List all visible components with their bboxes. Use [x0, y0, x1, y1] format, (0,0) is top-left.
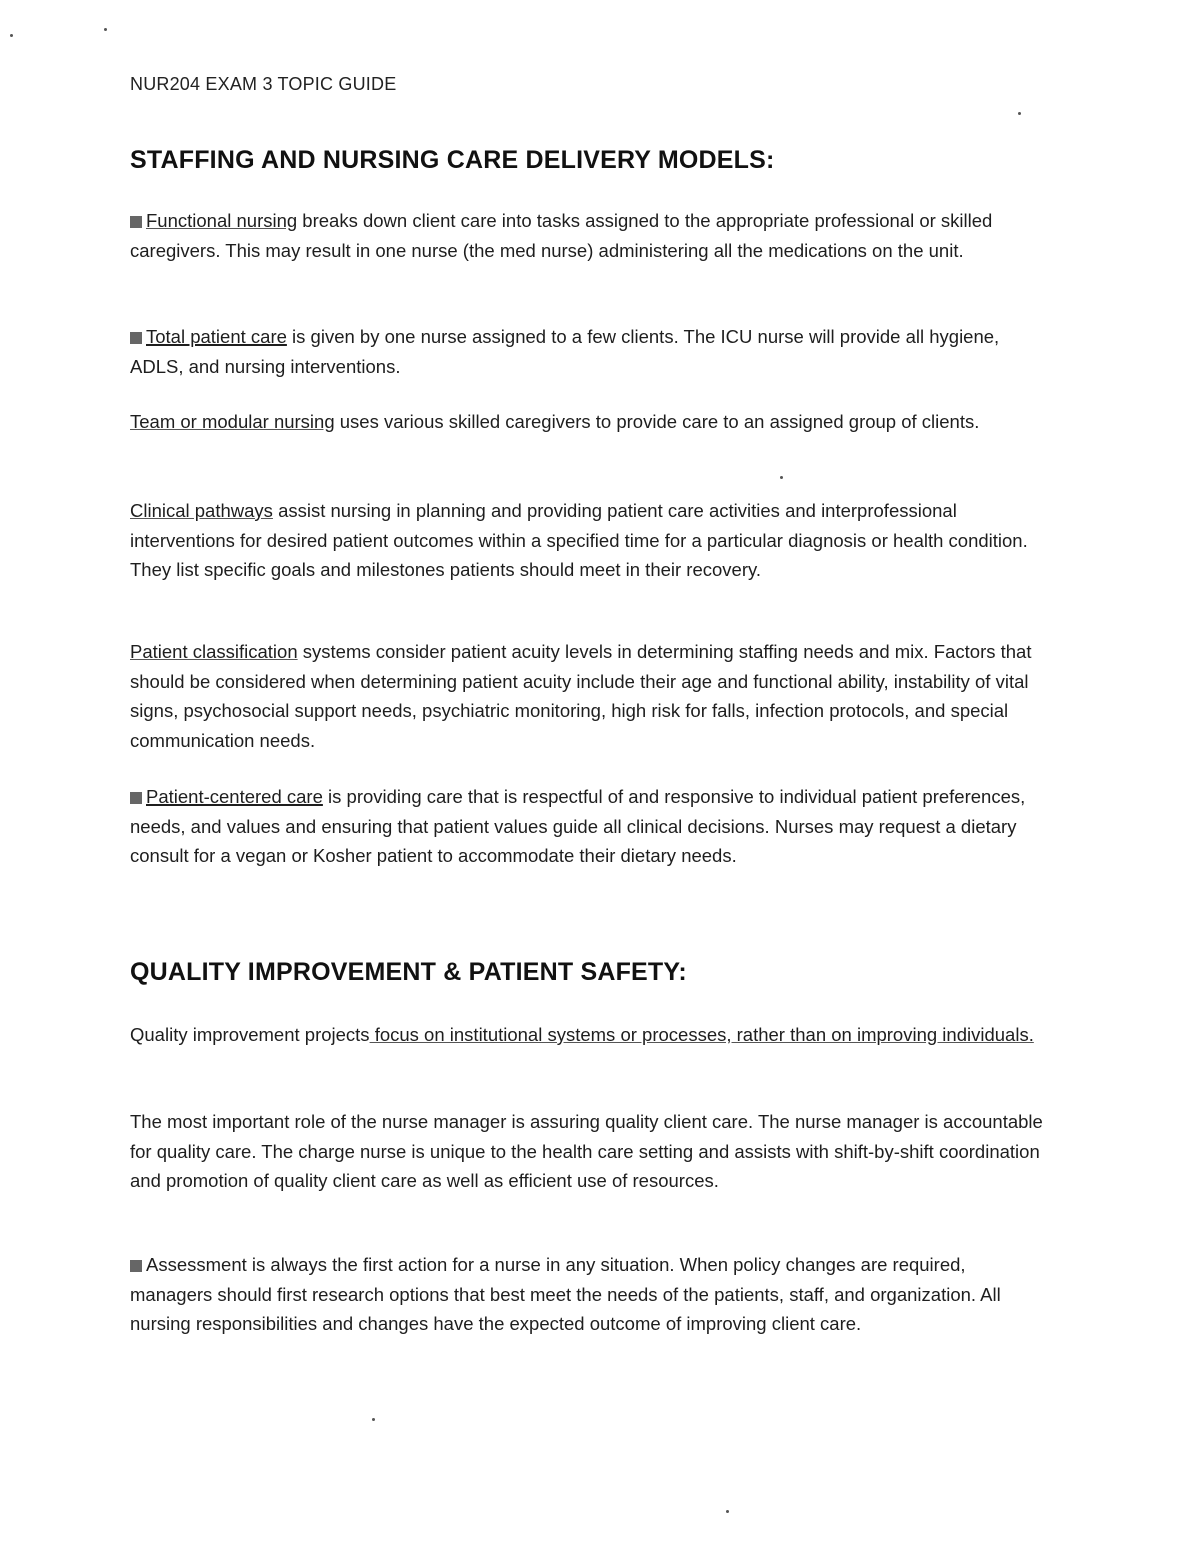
paragraph-clinical-pathways: [130, 496, 1050, 585]
term-clinical-pathways: Clinical pathways: [130, 500, 273, 521]
term-patient-classification: Patient classification: [130, 641, 298, 662]
paragraph-quality-improvement: [130, 1020, 1050, 1050]
paragraph-text: uses various skilled caregivers to provide care to an assigned group of clients.: [334, 411, 980, 432]
scan-speck: [780, 476, 783, 479]
paragraph-text: systems consider patient acuity levels in determining staffing needs and mix. Factors that should be considered when determining patient acuity include their age and functional ability, instability of vital signs, psychosocial support needs, psychiatric monitoring, high risk for falls, infection protocols, and special communication needs.: [130, 641, 1032, 751]
paragraph-patient-centered-care: [130, 782, 1050, 871]
paragraph-total-patient-care: [130, 322, 1050, 381]
term-nurse-manager: The most important role of the nurse manager: [130, 1111, 507, 1132]
term-quality-improvement: Quality improvement projects: [130, 1024, 370, 1045]
section-heading-staffing: STAFFING AND NURSING CARE DELIVERY MODELS:: [130, 146, 775, 174]
scan-mark-icon: [130, 216, 142, 228]
paragraph-text: is given by one nurse assigned to a few clients. The ICU nurse will provide all hygiene, ADLS, and nursing interventions.: [130, 326, 1000, 377]
paragraph-text: is always the first action for a nurse in any situation. When policy changes are required, managers should first research options that best meet the needs of the patients, staff, and organization. All nursing responsibilities and changes have the expected outcome of improving client care.: [130, 1254, 1001, 1334]
paragraph-assessment: [130, 1250, 1050, 1339]
paragraph-text: is assuring quality client care. The nurse manager is accountable for quality care. The charge nurse is unique to the health care setting and assists with shift-by-shift coordination and promotion of quality client care as well as efficient use of resources.: [130, 1111, 1043, 1191]
paragraph-text: breaks down client care into tasks assigned to the appropriate professional or skilled caregivers. This may result in one nurse (the med nurse) administering all the medications on the unit.: [130, 210, 993, 261]
paragraph-text: focus on institutional systems or processes, rather than on improving individuals.: [369, 1024, 1034, 1045]
paragraph-patient-classification: [130, 637, 1050, 755]
section-heading-quality: QUALITY IMPROVEMENT & PATIENT SAFETY:: [130, 958, 687, 986]
scan-mark-icon: [130, 332, 142, 344]
term-patient-centered-care: Patient-centered care: [146, 786, 323, 807]
term-total-patient-care: Total patient care: [146, 326, 287, 347]
paragraph-text: is providing care that is respectful of and responsive to individual patient preferences, needs, and values and ensuring that patient values guide all clinical decisions. Nurses may request a dietary consult for a vegan or Kosher patient to accommodate their dietary needs.: [130, 786, 1026, 866]
scan-mark-icon: [130, 1260, 142, 1272]
paragraph-text: assist nursing in planning and providing patient care activities and interprofessional interventions for desired patient outcomes within a specified time for a particular diagnosis or health condition. They list specific goals and milestones patients should meet in their recovery.: [130, 500, 1028, 580]
document-title: NUR204 EXAM 3 TOPIC GUIDE: [130, 74, 397, 94]
scan-speck: [372, 1418, 375, 1421]
scan-mark-icon: [130, 792, 142, 804]
scan-speck: [104, 28, 107, 31]
paragraph-functional-nursing: [130, 206, 1050, 265]
term-team-nursing: Team or modular nursing: [130, 411, 335, 432]
scan-speck: [1018, 112, 1021, 115]
term-functional-nursing: Functional nursing: [146, 210, 298, 231]
term-assessment: Assessment: [146, 1254, 247, 1275]
scan-speck: [726, 1510, 729, 1513]
paragraph-nurse-manager: [130, 1107, 1050, 1196]
paragraph-team-nursing: [130, 407, 1050, 437]
scan-speck: [10, 34, 13, 37]
